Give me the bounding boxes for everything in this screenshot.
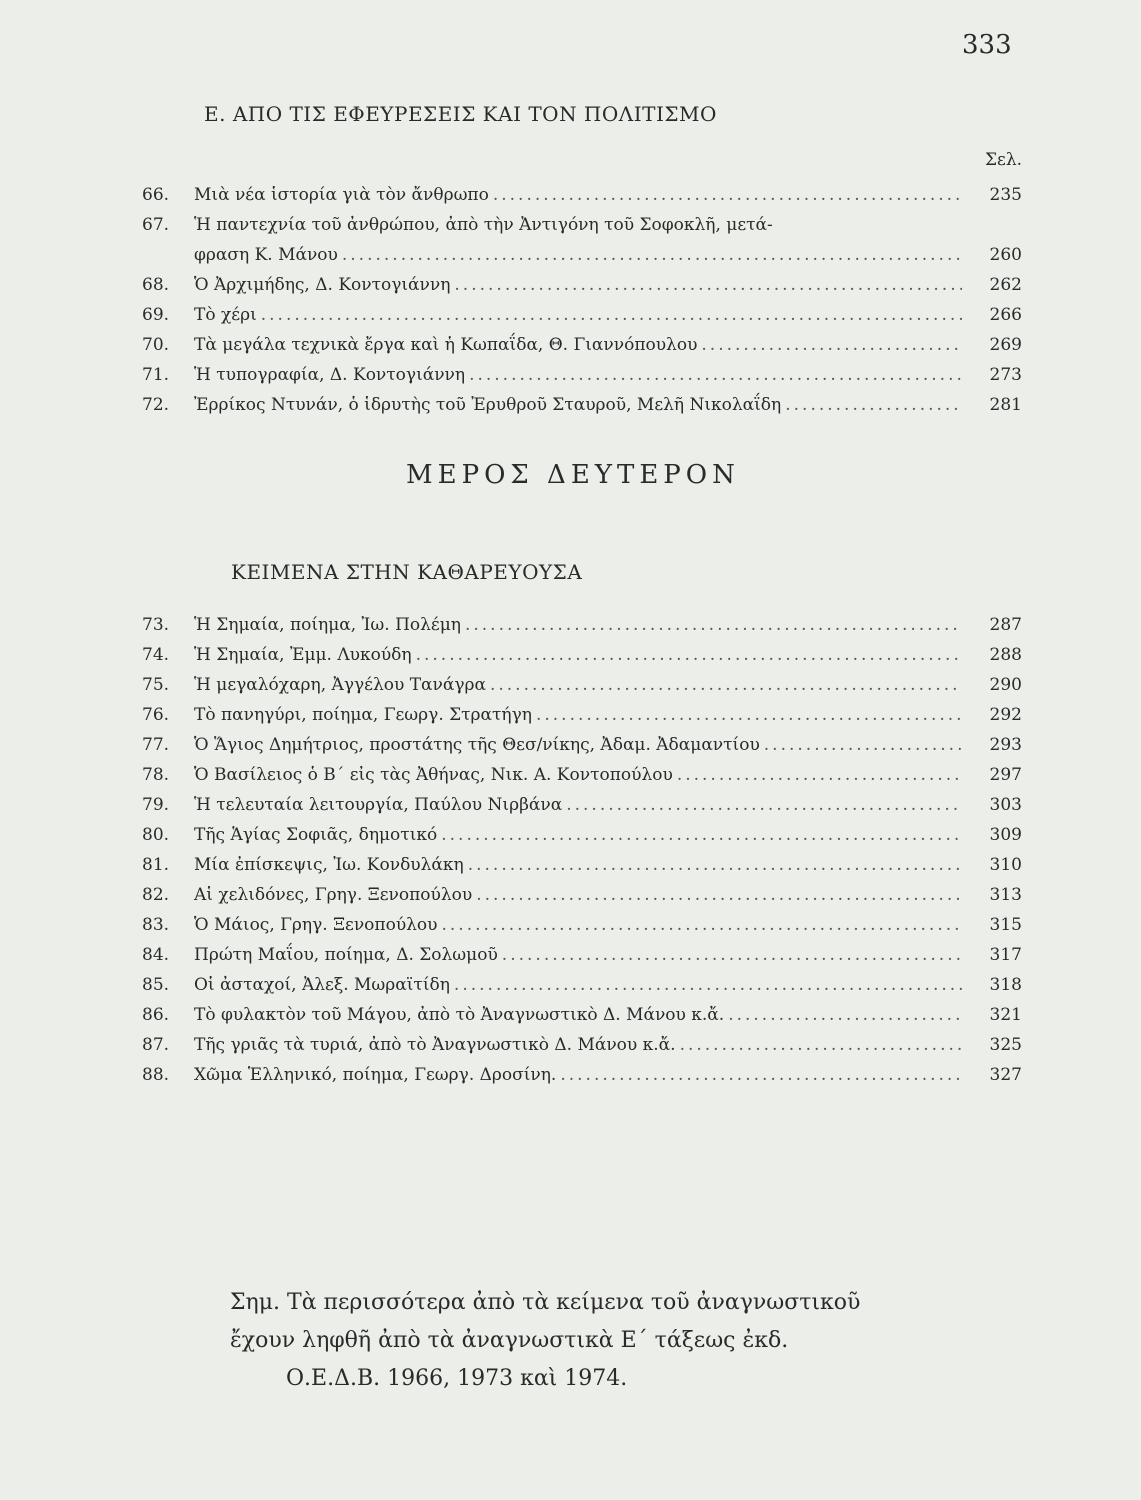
section-b-title: ΚΕΙΜΕΝΑ ΣΤΗΝ ΚΑΘΑΡΕΥΟΥΣΑ (231, 560, 583, 584)
entry-number: 73. (142, 615, 170, 635)
entry-title: Αἱ χελιδόνες, Γρηγ. Ξενοπούλου (194, 885, 473, 905)
leader-dots (468, 850, 962, 880)
entry-title: Ὁ Ἀρχιμήδης, Δ. Κοντογιάννη (194, 275, 451, 295)
entry-title: Ἡ Σημαία, ποίημα, Ἰω. Πολέμη (194, 615, 461, 635)
entry-page: 260 (989, 245, 1022, 265)
toc-entry (142, 970, 1022, 1000)
part-title: ΜΕΡΟΣ ΔΕΥΤΕΡΟΝ (406, 460, 740, 490)
entry-page: 290 (989, 675, 1022, 695)
entry-number: 72. (142, 395, 170, 415)
entry-page: 303 (989, 795, 1022, 815)
footnote-line-3: Ο.Ε.Δ.Β. 1966, 1973 καὶ 1974. (286, 1366, 628, 1391)
entry-number: 88. (142, 1065, 170, 1085)
entry-page: 310 (989, 855, 1022, 875)
entry-page: 313 (989, 885, 1022, 905)
entry-page: 297 (989, 765, 1022, 785)
entry-title: Μία ἐπίσκεψις, Ἰω. Κονδυλάκη (194, 855, 464, 875)
entry-title: Ἡ παντεχνία τοῦ ἀνθρώπου, ἀπὸ τὴν Ἀντιγόνη τοῦ Σοφοκλῆ, μετά- (194, 215, 773, 235)
toc-entry (142, 760, 1022, 790)
leader-dots (416, 640, 962, 670)
section-a-title: Ε. ΑΠΟ ΤΙΣ ΕΦΕΥΡΕΣΕΙΣ ΚΑΙ ΤΟΝ ΠΟΛΙΤΙΣΜΟ (204, 102, 717, 126)
toc-entry (142, 880, 1022, 910)
entry-page: 325 (989, 1035, 1022, 1055)
leader-dots (441, 820, 962, 850)
leader-dots (454, 970, 962, 1000)
entry-number: 67. (142, 215, 170, 235)
leader-dots (566, 790, 962, 820)
entry-page: 288 (989, 645, 1022, 665)
leader-dots (465, 610, 962, 640)
entry-number: 85. (142, 975, 170, 995)
footnote-line-2: ἔχουν ληφθῆ ἀπὸ τὰ ἀναγνωστικὰ Ε΄ τάξεως ἐκδ. (230, 1328, 789, 1353)
entry-page: 281 (989, 395, 1022, 415)
leader-dots (261, 300, 962, 330)
toc-entry (142, 1030, 1022, 1060)
toc-entry (142, 1060, 1022, 1090)
entry-page: 287 (989, 615, 1022, 635)
toc-entry (142, 270, 1022, 300)
leader-dots (493, 180, 962, 210)
leader-dots (680, 1030, 962, 1060)
entry-number: 68. (142, 275, 170, 295)
entry-title-continued: φραση Κ. Μάνου (194, 245, 338, 265)
entry-page: 318 (989, 975, 1022, 995)
toc-entry (142, 670, 1022, 700)
page-column-label: Σελ. (985, 150, 1023, 170)
toc-entry (142, 300, 1022, 330)
leader-dots (442, 910, 963, 940)
entry-title: Τὸ πανηγύρι, ποίημα, Γεωργ. Στρατήγη (194, 705, 532, 725)
leader-dots (454, 270, 962, 300)
toc-section-b (142, 610, 1022, 1090)
entry-number: 69. (142, 305, 170, 325)
entry-number: 86. (142, 1005, 170, 1025)
entry-page: 266 (989, 305, 1022, 325)
entry-title: Ὁ Βασίλειος ὁ Β΄ εἰς τὰς Ἀθήνας, Νικ. Α. Κοντοπούλου (194, 765, 673, 785)
entry-title: Μιὰ νέα ἱστορία γιὰ τὸν ἄνθρωπο (194, 185, 489, 205)
entry-title: Πρώτη Μαΐου, ποίημα, Δ. Σολωμοῦ (194, 945, 498, 965)
leader-dots (469, 360, 962, 390)
entry-title: Τὸ φυλακτὸν τοῦ Μάγου, ἀπὸ τὸ Ἀναγνωστικὸ Δ. Μάνου κ.ἄ. (194, 1005, 725, 1025)
entry-number: 71. (142, 365, 170, 385)
entry-number: 84. (142, 945, 170, 965)
entry-title: Χῶμα Ἑλληνικό, ποίημα, Γεωργ. Δροσίνη. (194, 1065, 557, 1085)
toc-entry (142, 640, 1022, 670)
toc-entry (142, 850, 1022, 880)
toc-entry (142, 730, 1022, 760)
footnote (230, 1284, 860, 1398)
leader-dots (536, 700, 962, 730)
leader-dots (728, 1000, 962, 1030)
entry-title: Τῆς γριᾶς τὰ τυριά, ἀπὸ τὸ Ἀναγνωστικὸ Δ. Μάνου κ.ἄ. (194, 1035, 676, 1055)
entry-page: 317 (989, 945, 1022, 965)
leader-dots (560, 1060, 962, 1090)
entry-number: 80. (142, 825, 170, 845)
toc-entry (142, 1000, 1022, 1030)
entry-title: Ὁ Μάιος, Γρηγ. Ξενοπούλου (194, 915, 438, 935)
toc-entry (142, 610, 1022, 640)
toc-entry (142, 790, 1022, 820)
entry-number: 78. (142, 765, 170, 785)
entry-page: 269 (989, 335, 1022, 355)
toc-entry (142, 820, 1022, 850)
leader-dots (342, 240, 962, 270)
entry-page: 321 (989, 1005, 1022, 1025)
entry-title: Ἐρρίκος Ντυνάν, ὁ ἱδρυτὴς τοῦ Ἐρυθροῦ Σταυροῦ, Μελῆ Νικολαΐδη (194, 395, 782, 415)
leader-dots (677, 760, 962, 790)
entry-title: Τὸ χέρι (194, 305, 257, 325)
entry-page: 327 (989, 1065, 1022, 1085)
entry-title: Ἡ μεγαλόχαρη, Ἀγγέλου Τανάγρα (194, 675, 486, 695)
toc-entry (142, 940, 1022, 970)
toc-section-a (142, 180, 1022, 420)
toc-entry (142, 360, 1022, 390)
entry-number: 77. (142, 735, 170, 755)
entry-number: 79. (142, 795, 170, 815)
page-number: 333 (962, 30, 1012, 60)
entry-page: 315 (989, 915, 1022, 935)
leader-dots (490, 670, 962, 700)
leader-dots (764, 730, 962, 760)
entry-number: 82. (142, 885, 170, 905)
entry-page: 262 (989, 275, 1022, 295)
entry-page: 292 (989, 705, 1022, 725)
toc-entry-continuation (142, 240, 1022, 270)
entry-title: Ἡ Σημαία, Ἐμμ. Λυκούδη (194, 645, 412, 665)
entry-number: 70. (142, 335, 170, 355)
toc-entry (142, 390, 1022, 420)
entry-page: 273 (989, 365, 1022, 385)
entry-number: 76. (142, 705, 170, 725)
entry-number: 75. (142, 675, 170, 695)
entry-number: 81. (142, 855, 170, 875)
leader-dots (701, 330, 962, 360)
leader-dots (502, 940, 962, 970)
entry-page: 235 (989, 185, 1022, 205)
entry-page: 293 (989, 735, 1022, 755)
entry-title: Οἱ ἀσταχοί, Ἀλεξ. Μωραϊτίδη (194, 975, 450, 995)
entry-number: 87. (142, 1035, 170, 1055)
leader-dots (785, 390, 962, 420)
toc-entry (142, 210, 1022, 240)
leader-dots (476, 880, 962, 910)
toc-entry (142, 330, 1022, 360)
entry-number: 66. (142, 185, 170, 205)
toc-entry (142, 180, 1022, 210)
toc-entry (142, 910, 1022, 940)
entry-title: Ἡ τυπογραφία, Δ. Κοντογιάννη (194, 365, 466, 385)
entry-number: 83. (142, 915, 170, 935)
footnote-line-1: Σημ. Τὰ περισσότερα ἀπὸ τὰ κείμενα τοῦ ἀναγνωστικοῦ (230, 1290, 861, 1315)
entry-title: Τὰ μεγάλα τεχνικὰ ἔργα καὶ ἡ Κωπαΐδα, Θ. Γιαννόπουλου (194, 335, 698, 355)
entry-title: Ἡ τελευταία λειτουργία, Παύλου Νιρβάνα (194, 795, 563, 815)
entry-number: 74. (142, 645, 170, 665)
entry-page: 309 (989, 825, 1022, 845)
entry-title: Τῆς Ἁγίας Σοφιᾶς, δημοτικό (194, 825, 438, 845)
entry-title: Ὁ Ἅγιος Δημήτριος, προστάτης τῆς Θεσ/νίκης, Ἀδαμ. Ἀδαμαντίου (194, 735, 760, 755)
toc-entry (142, 700, 1022, 730)
